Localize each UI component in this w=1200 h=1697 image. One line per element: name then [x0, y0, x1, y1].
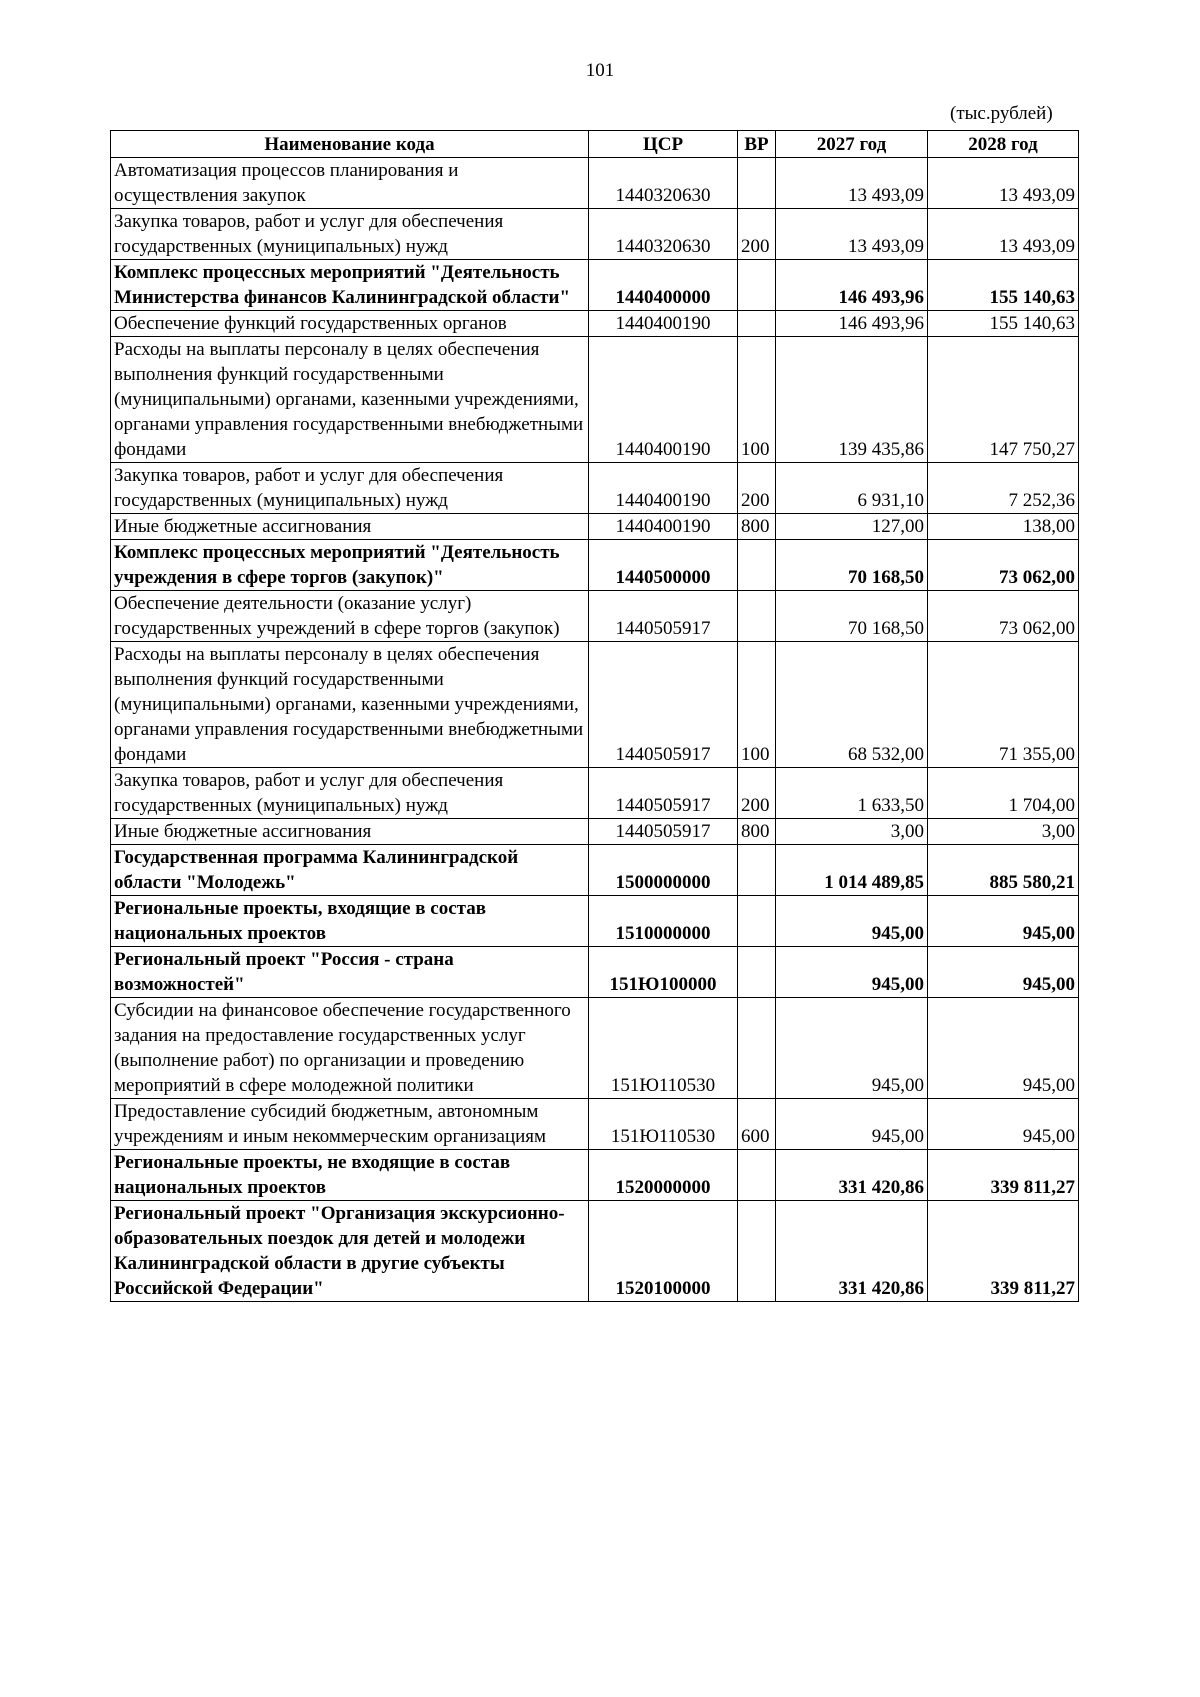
- row-2027: 1 014 489,85: [776, 845, 928, 896]
- row-csr: 1440320630: [589, 209, 738, 260]
- row-csr: 1440500000: [589, 540, 738, 591]
- row-name: Обеспечение функций государственных органов: [111, 311, 589, 337]
- row-2028: 73 062,00: [928, 591, 1079, 642]
- table-row: [111, 947, 1079, 998]
- row-2028: 3,00: [928, 819, 1079, 845]
- page-number: 101: [585, 60, 615, 81]
- table-row: [111, 158, 1079, 209]
- row-name: Предоставление субсидий бюджетным, автономным учреждениям и иным некоммерческим организациям: [111, 1099, 589, 1150]
- table-row: [111, 209, 1079, 260]
- row-name: Закупка товаров, работ и услуг для обеспечения государственных (муниципальных) нужд: [111, 463, 589, 514]
- row-vr: 600: [738, 1099, 776, 1150]
- row-2027: 331 420,86: [776, 1201, 928, 1302]
- row-csr: 1520100000: [589, 1201, 738, 1302]
- row-csr: 1440505917: [589, 819, 738, 845]
- row-vr: [738, 311, 776, 337]
- row-csr: 1440505917: [589, 591, 738, 642]
- row-2028: 945,00: [928, 947, 1079, 998]
- row-2027: 945,00: [776, 998, 928, 1099]
- row-2028: 945,00: [928, 998, 1079, 1099]
- row-2028: 7 252,36: [928, 463, 1079, 514]
- row-name: Комплекс процессных мероприятий "Деятельность учреждения в сфере торгов (закупок)": [111, 540, 589, 591]
- row-name: Расходы на выплаты персоналу в целях обеспечения выполнения функций государственными (муниципальными) органами, казенными учреждениями, органами управления государственными внебюджетными фондами: [111, 337, 589, 463]
- row-name: Субсидии на финансовое обеспечение государственного задания на предоставление государственных услуг (выполнение работ) по организации и проведению мероприятий в сфере молодежной политики: [111, 998, 589, 1099]
- row-2028: 339 811,27: [928, 1150, 1079, 1201]
- row-2028: 885 580,21: [928, 845, 1079, 896]
- row-vr: 800: [738, 514, 776, 540]
- row-csr: 1440400000: [589, 260, 738, 311]
- row-2028: 147 750,27: [928, 337, 1079, 463]
- row-2028: 13 493,09: [928, 209, 1079, 260]
- row-name: Региональный проект "Россия - страна возможностей": [111, 947, 589, 998]
- row-vr: [738, 260, 776, 311]
- row-vr: [738, 947, 776, 998]
- row-vr: [738, 998, 776, 1099]
- row-name: Региональные проекты, входящие в состав национальных проектов: [111, 896, 589, 947]
- row-name: Иные бюджетные ассигнования: [111, 514, 589, 540]
- row-vr: 200: [738, 768, 776, 819]
- row-2027: 13 493,09: [776, 209, 928, 260]
- row-name: Иные бюджетные ассигнования: [111, 819, 589, 845]
- table-row: [111, 1201, 1079, 1302]
- table-row: [111, 591, 1079, 642]
- row-2027: 13 493,09: [776, 158, 928, 209]
- table-row: [111, 1099, 1079, 1150]
- row-2027: 945,00: [776, 896, 928, 947]
- row-csr: 151Ю110530: [589, 1099, 738, 1150]
- row-vr: [738, 1150, 776, 1201]
- table-row: [111, 540, 1079, 591]
- row-vr: [738, 540, 776, 591]
- row-vr: 200: [738, 209, 776, 260]
- table-row: [111, 819, 1079, 845]
- row-csr: 1500000000: [589, 845, 738, 896]
- row-vr: 100: [738, 642, 776, 768]
- row-name: Обеспечение деятельности (оказание услуг) государственных учреждений в сфере торгов (закупок): [111, 591, 589, 642]
- table-row: [111, 642, 1079, 768]
- row-name: Комплекс процессных мероприятий "Деятельность Министерства финансов Калининградской области": [111, 260, 589, 311]
- row-csr: 1440505917: [589, 768, 738, 819]
- row-2027: 945,00: [776, 947, 928, 998]
- table-row: [111, 768, 1079, 819]
- row-vr: [738, 845, 776, 896]
- header-csr: ЦСР: [589, 131, 738, 158]
- row-name: Региональный проект "Организация экскурсионно-образовательных поездок для детей и молодежи Калининградской области в другие субъекты Российской Федерации": [111, 1201, 589, 1302]
- row-2027: 945,00: [776, 1099, 928, 1150]
- row-2027: 70 168,50: [776, 540, 928, 591]
- row-2028: 73 062,00: [928, 540, 1079, 591]
- row-vr: 100: [738, 337, 776, 463]
- row-2027: 127,00: [776, 514, 928, 540]
- row-vr: [738, 158, 776, 209]
- row-vr: [738, 591, 776, 642]
- row-2027: 331 420,86: [776, 1150, 928, 1201]
- units-label: (тыс.рублей): [950, 103, 1053, 124]
- header-vr: ВР: [738, 131, 776, 158]
- row-vr: 800: [738, 819, 776, 845]
- row-csr: 151Ю100000: [589, 947, 738, 998]
- row-2028: 155 140,63: [928, 260, 1079, 311]
- row-name: Закупка товаров, работ и услуг для обеспечения государственных (муниципальных) нужд: [111, 768, 589, 819]
- row-vr: 200: [738, 463, 776, 514]
- row-name: Расходы на выплаты персоналу в целях обеспечения выполнения функций государственными (муниципальными) органами, казенными учреждениями, органами управления государственными внебюджетными фондами: [111, 642, 589, 768]
- row-2028: 945,00: [928, 896, 1079, 947]
- budget-table: [110, 130, 1079, 1302]
- row-2027: 70 168,50: [776, 591, 928, 642]
- row-2027: 1 633,50: [776, 768, 928, 819]
- table-row: [111, 463, 1079, 514]
- row-2028: 71 355,00: [928, 642, 1079, 768]
- table-row: [111, 311, 1079, 337]
- row-2028: 945,00: [928, 1099, 1079, 1150]
- table-row: [111, 1150, 1079, 1201]
- row-csr: 1440400190: [589, 337, 738, 463]
- row-name: Государственная программа Калининградской области "Молодежь": [111, 845, 589, 896]
- row-vr: [738, 1201, 776, 1302]
- header-name: Наименование кода: [111, 131, 589, 158]
- row-2027: 6 931,10: [776, 463, 928, 514]
- header-2028: 2028 год: [928, 131, 1079, 158]
- table-row: [111, 998, 1079, 1099]
- row-name: Региональные проекты, не входящие в состав национальных проектов: [111, 1150, 589, 1201]
- row-2028: 138,00: [928, 514, 1079, 540]
- row-2027: 3,00: [776, 819, 928, 845]
- table-row: [111, 337, 1079, 463]
- row-csr: 1440400190: [589, 514, 738, 540]
- row-csr: 1440400190: [589, 463, 738, 514]
- row-vr: [738, 896, 776, 947]
- row-2028: 155 140,63: [928, 311, 1079, 337]
- row-name: Закупка товаров, работ и услуг для обеспечения государственных (муниципальных) нужд: [111, 209, 589, 260]
- row-csr: 1510000000: [589, 896, 738, 947]
- row-csr: 1520000000: [589, 1150, 738, 1201]
- table-row: [111, 845, 1079, 896]
- row-2027: 139 435,86: [776, 337, 928, 463]
- row-csr: 151Ю110530: [589, 998, 738, 1099]
- row-2028: 339 811,27: [928, 1201, 1079, 1302]
- row-csr: 1440400190: [589, 311, 738, 337]
- table-row: [111, 260, 1079, 311]
- table-row: [111, 896, 1079, 947]
- row-2028: 1 704,00: [928, 768, 1079, 819]
- row-csr: 1440320630: [589, 158, 738, 209]
- row-csr: 1440505917: [589, 642, 738, 768]
- table-header-row: [111, 131, 1079, 158]
- row-2028: 13 493,09: [928, 158, 1079, 209]
- row-2027: 68 532,00: [776, 642, 928, 768]
- row-2027: 146 493,96: [776, 311, 928, 337]
- row-2027: 146 493,96: [776, 260, 928, 311]
- table-row: [111, 514, 1079, 540]
- header-2027: 2027 год: [776, 131, 928, 158]
- row-name: Автоматизация процессов планирования и осуществления закупок: [111, 158, 589, 209]
